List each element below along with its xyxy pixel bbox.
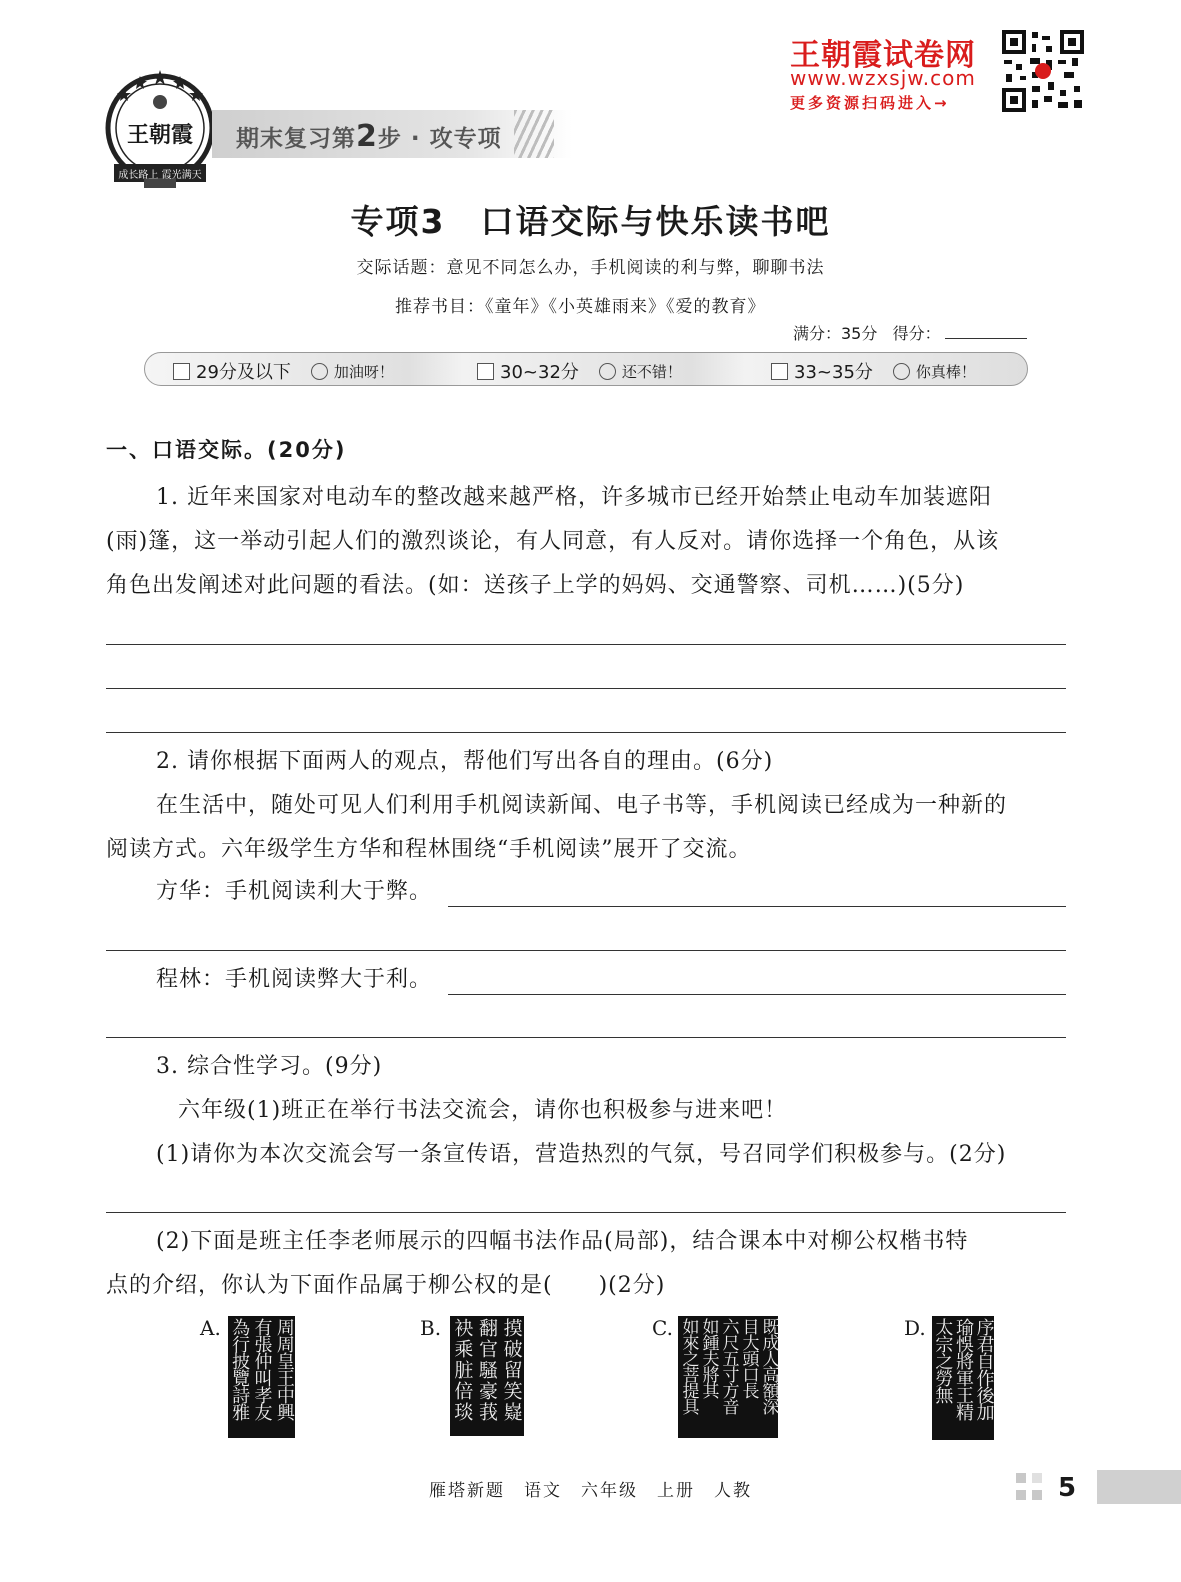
level-2-range: 30~32分 [500, 362, 579, 383]
banner-step: 2 [356, 119, 378, 154]
q2-fanghua-answer-line-2[interactable] [106, 950, 1066, 951]
q3-sub2-line-1: (2)下面是班主任李老师展示的四幅书法作品(局部)，结合课本中对柳公权楷书特 [156, 1229, 969, 1254]
page-number: 5 [1058, 1473, 1077, 1503]
option-a-label: A. [200, 1316, 221, 1340]
level-1-range: 29分及以下 [196, 362, 291, 383]
calligraphy-b-col-1: 摸破留笑嶷 [500, 1318, 523, 1423]
seal-motto: 成长路上 霞光满天 [118, 170, 202, 181]
banner-pre: 期末复习第 [236, 126, 356, 152]
calligraphy-d-col-2: 瑜悞將軍王精 [952, 1318, 974, 1420]
q1-answer-line-3[interactable] [106, 732, 1066, 733]
q3-line-2: 六年级(1)班正在举行书法交流会，请你也积极参与进来吧！ [178, 1098, 788, 1123]
footer-decor-square [1016, 1473, 1026, 1483]
topics-line: 交际话题：意见不同怎么办，手机阅读的利与弊，聊聊书法 [356, 258, 825, 278]
seal-name: 王朝霞 [126, 122, 193, 148]
calligraphy-a-col-1: 周周皇王中興 [273, 1318, 295, 1420]
option-c-label: C. [652, 1316, 673, 1340]
q2-fanghua-view: 方华：手机阅读利大于弊。 [156, 879, 433, 904]
level-1-checkbox[interactable] [173, 363, 190, 380]
score-level-bar [144, 352, 1028, 386]
calligraphy-c-col-1: 既成人高額深 [758, 1318, 779, 1414]
q2-chenglin-view: 程林：手机阅读弊大于利。 [156, 967, 433, 992]
level-3-checkbox[interactable] [771, 363, 788, 380]
brand-seal-logo [104, 66, 216, 190]
smile-face-icon [893, 363, 910, 380]
section-heading: 一、口语交际。(20分) [106, 438, 347, 462]
q3-sub1: (1)请你为本次交流会写一条宣传语，营造热烈的气氛，号召同学们积极参与。(2分) [156, 1142, 1007, 1167]
scan-hint: 更多资源扫码进入→ [790, 94, 950, 112]
option-c[interactable] [652, 1316, 779, 1414]
level-1-comment: 加油呀！ [333, 362, 394, 381]
banner-post: 步 · 攻专项 [377, 126, 502, 152]
page-title: 专项3 口语交际与快乐读书吧 [350, 202, 831, 241]
score-level-3 [771, 358, 976, 384]
score-level-1 [173, 358, 394, 384]
q2-chenglin-answer-line[interactable] [448, 994, 1066, 995]
q1-line-1: 1. 近年来国家对电动车的整改越来越严格，许多城市已经开始禁止电动车加装遮阳 [156, 485, 992, 510]
option-a[interactable] [200, 1316, 295, 1420]
smile-face-icon [311, 363, 328, 380]
level-3-range: 33~35分 [794, 362, 873, 383]
q2-line-3: 阅读方式。六年级学生方华和程林围绕“手机阅读”展开了交流。 [106, 837, 752, 862]
full-score: 满分：35分 [793, 324, 878, 343]
calligraphy-c-col-4: 如鍾夫將其 [698, 1318, 719, 1398]
level-2-comment: 还不错！ [621, 362, 682, 381]
calligraphy-d-col-1: 序君自作後加 [973, 1318, 995, 1420]
option-d-label: D. [904, 1316, 926, 1340]
option-b-label: B. [420, 1316, 442, 1340]
option-d[interactable] [904, 1316, 995, 1420]
books-line: 推荐书目：《童年》《小英雄雨来》《爱的教育》 [395, 297, 766, 317]
qr-code-icon[interactable] [1002, 30, 1084, 112]
option-b[interactable] [420, 1316, 523, 1423]
level-3-comment: 你真棒！ [915, 362, 976, 381]
calligraphy-d-col-3: 太宗之勞無 [932, 1318, 954, 1403]
calligraphy-c-col-5: 如來之菩提具 [678, 1318, 699, 1414]
q3-sub2-line-2: 点的介绍，你认为下面作品属于柳公权的是( )(2分) [106, 1273, 666, 1298]
calligraphy-c-col-3: 六尺五寸方音 [718, 1318, 739, 1414]
calligraphy-a-col-2: 有張仲叫孝友 [251, 1318, 273, 1420]
footer-decor-square [1032, 1490, 1042, 1500]
score-line [793, 321, 1027, 344]
score-level-2 [477, 358, 682, 384]
calligraphy-image-c [678, 1316, 778, 1438]
review-step-banner [212, 110, 572, 158]
footer-text: 雁塔新题 语文 六年级 上册 人教 [429, 1481, 752, 1501]
calligraphy-a-col-3: 為行披覽詩雅 [229, 1318, 251, 1420]
q3-sub1-answer-line[interactable] [106, 1212, 1066, 1213]
q1-answer-line-1[interactable] [106, 644, 1066, 645]
smile-face-icon [599, 363, 616, 380]
q1-line-2: (雨)篷，这一举动引起人们的激烈谈论，有人同意，有人反对。请你选择一个角色，从该 [106, 529, 1000, 554]
got-score-label: 得分： [892, 324, 941, 343]
footer-decor-square [1032, 1473, 1042, 1483]
brand-name: 王朝霞试卷网 [790, 38, 976, 73]
q2-line-2: 在生活中，随处可见人们利用手机阅读新闻、电子书等，手机阅读已经成为一种新的 [156, 793, 1008, 818]
q1-line-3: 角色出发阐述对此问题的看法。(如：送孩子上学的妈妈、交通警察、司机……)(5分) [106, 573, 965, 598]
brand-url[interactable]: www.wzxsjw.com [790, 66, 976, 90]
calligraphy-image-d [932, 1316, 994, 1440]
calligraphy-image-a [228, 1316, 295, 1438]
calligraphy-b-col-3: 袂乘脏倍琰 [451, 1318, 474, 1423]
footer-decor-square [1016, 1490, 1026, 1500]
calligraphy-c-col-2: 目大頭口長 [738, 1318, 759, 1398]
level-2-checkbox[interactable] [477, 363, 494, 380]
got-score-field[interactable] [945, 324, 1027, 339]
q3-line-1: 3. 综合性学习。(9分) [156, 1054, 383, 1079]
q2-chenglin-answer-line-2[interactable] [106, 1037, 1066, 1038]
calligraphy-image-b [450, 1316, 524, 1436]
page-number-bar [1097, 1470, 1181, 1504]
calligraphy-b-col-2: 翻官騷豪莪 [475, 1318, 498, 1423]
q2-line-1: 2. 请你根据下面两人的观点，帮他们写出各自的理由。(6分) [156, 749, 774, 774]
q2-fanghua-answer-line[interactable] [448, 906, 1066, 907]
q1-answer-line-2[interactable] [106, 688, 1066, 689]
